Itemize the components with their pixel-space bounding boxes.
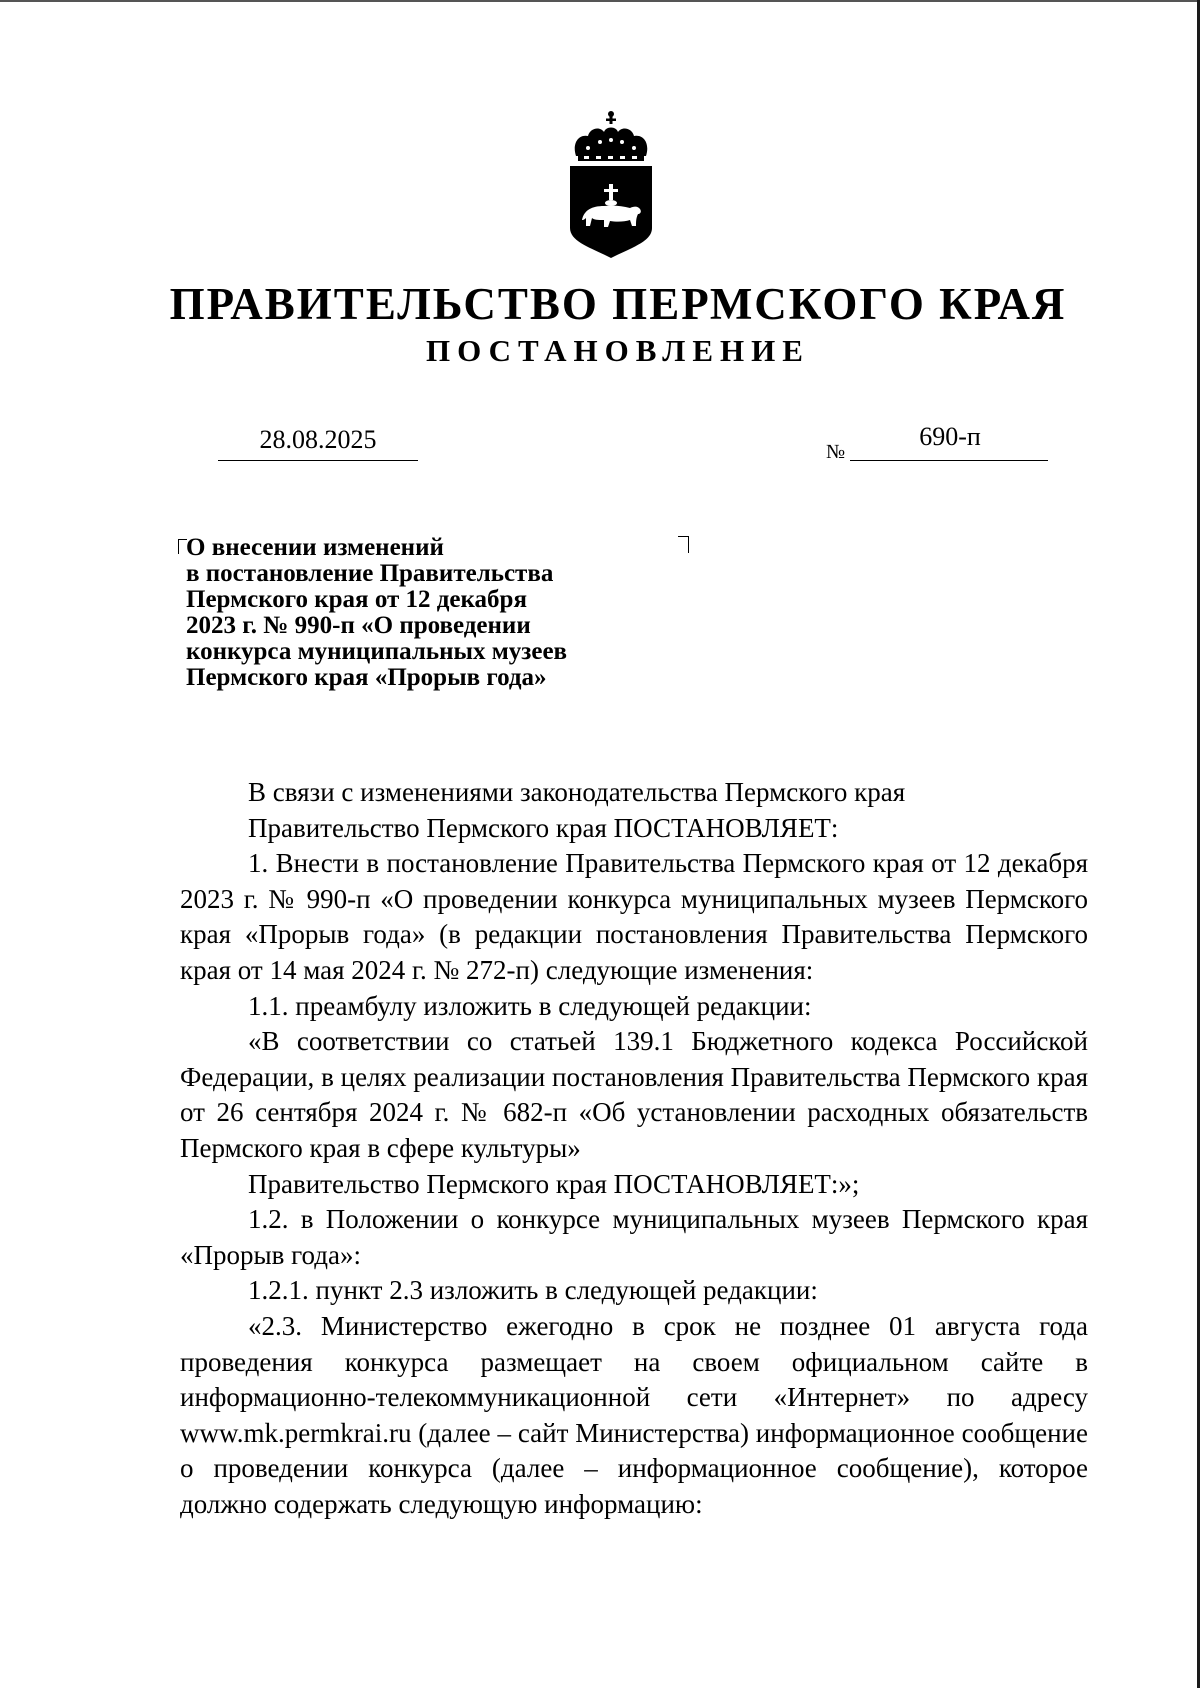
document-date: 28.08.2025	[259, 425, 377, 454]
body-paragraph: 1. Внести в постановление Правительства Пермского края от 12 декабря 2023 г. № 990-п «О проведении конкурса муниципальных музеев Пермского края «Прорыв года» (в редакции постановления Правительства Пермского края от 14 мая 2024 г. № 272-п) следующие изменения:	[180, 848, 1088, 985]
subject-line: в постановление Правительства	[186, 560, 554, 587]
date-underline	[218, 460, 418, 461]
body-paragraph: 1.2. в Положении о конкурсе муниципальных музеев Пермского края «Прорыв года»:	[180, 1204, 1088, 1270]
subject-line: Пермского края «Прорыв года»	[186, 664, 547, 691]
organization-title: ПРАВИТЕЛЬСТВО ПЕРМСКОГО КРАЯ	[169, 279, 1067, 329]
body-paragraph: 1.2.1. пункт 2.3 изложить в следующей редакции:	[248, 1275, 818, 1306]
body-paragraph: Правительство Пермского края ПОСТАНОВЛЯЕТ:	[248, 812, 839, 843]
body-paragraph: «В соответствии со статьей 139.1 Бюджетного кодекса Российской Федерации, в целях реализации постановления Правительства Пермского края от 26 сентября 2024 г. № 682-п «Об установлении расходных обязательств Пермского края в сфере культуры»	[180, 1026, 1088, 1163]
subject-line: О внесении изменений	[186, 534, 444, 561]
body-paragraph: Правительство Пермского края ПОСТАНОВЛЯЕТ:»;	[248, 1168, 860, 1199]
scan-edge-top	[0, 0, 1200, 2]
subject-line: 2023 г. № 990-п «О проведении	[186, 612, 531, 639]
number-sign: №	[826, 441, 846, 463]
body-paragraph: 1.1. преамбулу изложить в следующей редакции:	[248, 990, 812, 1021]
number-underline	[850, 460, 1048, 461]
subject-line: конкурса муниципальных музеев	[186, 638, 568, 665]
body-paragraph: «2.3. Министерство ежегодно в срок не позднее 01 августа года проведения конкурса размещает на своем официальном сайте в информационно-телекоммуникационной сети «Интернет» по адресу www.mk.permkrai.ru (далее – сайт Министерства) информационное сообщение о проведении конкурса (далее – информационное сообщение), которое должно содержать следующую информацию:	[180, 1310, 1088, 1519]
document-body	[180, 775, 1088, 1522]
coat-of-arms-icon	[566, 110, 656, 260]
document-number: 690-п	[919, 422, 981, 451]
subject-line: Пермского края от 12 декабря	[186, 586, 527, 613]
document-type: ПОСТАНОВЛЕНИЕ	[426, 333, 810, 368]
body-paragraph: В связи с изменениями законодательства Пермского края	[248, 777, 906, 807]
document-subject	[186, 535, 686, 691]
